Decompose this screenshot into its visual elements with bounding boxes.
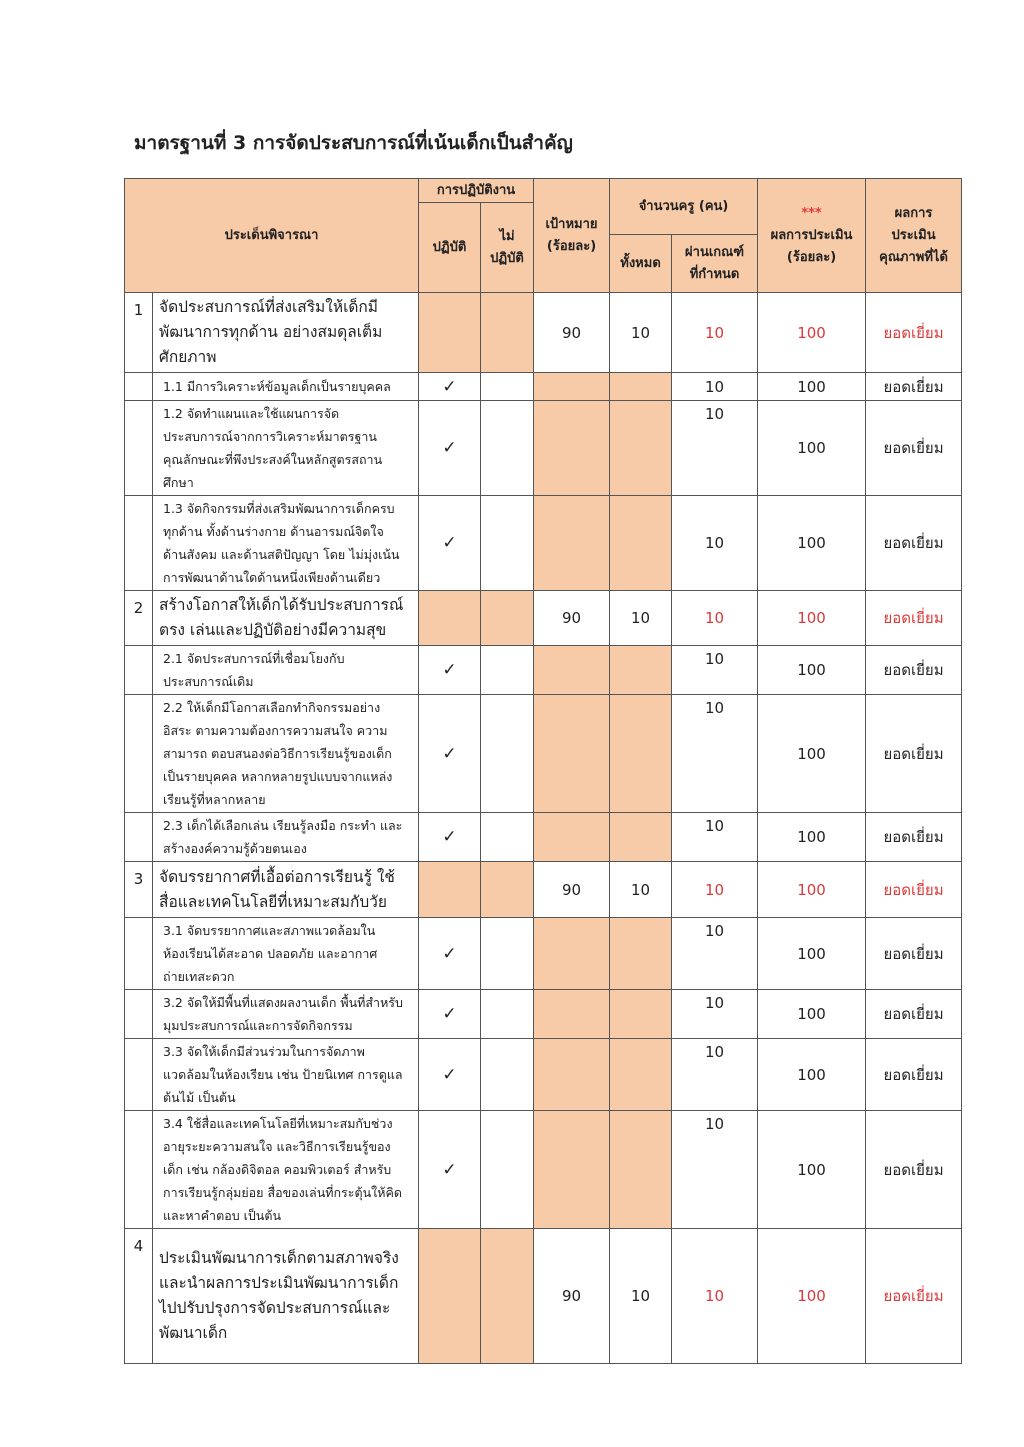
sub-item-text: 3.1 จัดบรรยากาศและสภาพแวดล้อมในห้องเรียนได้สะอาด ปลอดภัย และอากาศถ่ายเทสะดวก	[153, 918, 419, 990]
table-row	[125, 1039, 962, 1111]
result-value: 100	[758, 401, 866, 496]
passed-value: 10	[672, 695, 758, 813]
item-text: ประเมินพัฒนาการเด็กตามสภาพจริง และนำผลการประเมินพัฒนาการเด็กไปปรับปรุงการจัดประสบการณ์และพัฒนาเด็ก	[153, 1229, 419, 1364]
item-number: 2	[125, 591, 153, 646]
quality-value: ยอดเยี่ยม	[866, 1229, 962, 1364]
header-not-practiced: ไม่ ปฏิบัติ	[481, 203, 534, 293]
quality-value: ยอดเยี่ยม	[866, 1039, 962, 1111]
check-icon: ✓	[419, 918, 481, 990]
table-row	[125, 401, 962, 496]
sub-item-text: 1.3 จัดกิจกรรมที่ส่งเสริมพัฒนาการเด็กครบทุกด้าน ทั้งด้านร่างกาย ด้านอารมณ์จิตใจ ด้านสังคม และด้านสติปัญญา โดย ไม่มุ่งเน้นการพัฒนาด้านใดด้านหนึ่งเพียงด้านเดียว	[153, 496, 419, 591]
quality-value: ยอดเยี่ยม	[866, 401, 962, 496]
page-title: มาตรฐานที่ 3 การจัดประสบการณ์ที่เน้นเด็กเป็นสำคัญ	[134, 132, 573, 154]
item-number: 4	[125, 1229, 153, 1364]
table-row	[125, 591, 962, 646]
sub-item-text: 3.4 ใช้สื่อและเทคโนโลยีที่เหมาะสมกับช่วงอายุระยะความสนใจ และวิธีการเรียนรู้ของเด็ก เช่น กล้องดิจิตอล คอมพิวเตอร์ สำหรับการเรียนรู้กลุ่มย่อย สื่อของเล่นที่กระตุ้นให้คิดและหาคำตอบ เป็นต้น	[153, 1111, 419, 1229]
target-value: 90	[534, 293, 610, 373]
result-value: 100	[758, 695, 866, 813]
result-value: 100	[758, 813, 866, 862]
passed-value: 10	[672, 862, 758, 918]
item-number: 3	[125, 862, 153, 918]
check-icon: ✓	[419, 1039, 481, 1111]
table-row	[125, 646, 962, 695]
standard-assessment-table	[124, 178, 962, 1364]
result-value: 100	[758, 496, 866, 591]
item-text: จัดบรรยากาศที่เอื้อต่อการเรียนรู้ ใช้สื่อและเทคโนโลยีที่เหมาะสมกับวัย	[153, 862, 419, 918]
header-passed: ผ่านเกณฑ์ ที่กำหนด	[672, 235, 758, 293]
quality-value: ยอดเยี่ยม	[866, 862, 962, 918]
check-icon: ✓	[419, 646, 481, 695]
sub-item-text: 2.2 ให้เด็กมีโอกาสเลือกทำกิจกรรมอย่างอิสระ ตามความต้องการความสนใจ ความสามารถ ตอบสนองต่อวิธีการเรียนรู้ของเด็กเป็นรายบุคคล หลากหลายรูปแบบจากแหล่งเรียนรู้ที่หลากหลาย	[153, 695, 419, 813]
passed-value: 10	[672, 496, 758, 591]
passed-value: 10	[672, 1111, 758, 1229]
table-row	[125, 862, 962, 918]
quality-value: ยอดเยี่ยม	[866, 496, 962, 591]
table-row	[125, 695, 962, 813]
quality-value: ยอดเยี่ยม	[866, 373, 962, 401]
result-value: 100	[758, 918, 866, 990]
target-value: 90	[534, 1229, 610, 1364]
table-row	[125, 813, 962, 862]
table-row	[125, 496, 962, 591]
header-quality: ผลการ ประเมิน คุณภาพที่ได้	[866, 179, 962, 293]
passed-value: 10	[672, 1039, 758, 1111]
header-teachers-group: จำนวนครู (คน)	[610, 179, 758, 235]
quality-value: ยอดเยี่ยม	[866, 1111, 962, 1229]
passed-value: 10	[672, 591, 758, 646]
table-row	[125, 990, 962, 1039]
sub-item-text: 1.1 มีการวิเคราะห์ข้อมูลเด็กเป็นรายบุคคล	[153, 373, 419, 401]
check-icon: ✓	[419, 401, 481, 496]
sub-item-text: 1.2 จัดทำแผนและใช้แผนการจัดประสบการณ์จากการวิเคราะห์มาตรฐานคุณลักษณะที่พึงประสงค์ในหลักสูตรสถานศึกษา	[153, 401, 419, 496]
result-value: 100	[758, 293, 866, 373]
result-value: 100	[758, 1229, 866, 1364]
table-row	[125, 1111, 962, 1229]
table-row	[125, 1229, 962, 1364]
total-value: 10	[610, 862, 672, 918]
passed-value: 10	[672, 1229, 758, 1364]
header-result: *** ผลการประเมิน (ร้อยละ)	[758, 179, 866, 293]
header-target: เป้าหมาย (ร้อยละ)	[534, 179, 610, 293]
header-practice-group: การปฏิบัติงาน	[419, 179, 534, 203]
check-icon: ✓	[419, 695, 481, 813]
header-topic: ประเด็นพิจารณา	[125, 179, 419, 293]
check-icon: ✓	[419, 813, 481, 862]
item-text: จัดประสบการณ์ที่ส่งเสริมให้เด็กมีพัฒนาการทุกด้าน อย่างสมดุลเต็มศักยภาพ	[153, 293, 419, 373]
result-value: 100	[758, 990, 866, 1039]
target-value: 90	[534, 862, 610, 918]
check-icon: ✓	[419, 990, 481, 1039]
passed-value: 10	[672, 373, 758, 401]
item-text: สร้างโอกาสให้เด็กได้รับประสบการณ์ตรง เล่นและปฏิบัติอย่างมีความสุข	[153, 591, 419, 646]
quality-value: ยอดเยี่ยม	[866, 918, 962, 990]
result-value: 100	[758, 373, 866, 401]
check-icon: ✓	[419, 496, 481, 591]
result-value: 100	[758, 862, 866, 918]
total-value: 10	[610, 591, 672, 646]
target-value: 90	[534, 591, 610, 646]
passed-value: 10	[672, 646, 758, 695]
table-row	[125, 918, 962, 990]
passed-value: 10	[672, 293, 758, 373]
quality-value: ยอดเยี่ยม	[866, 695, 962, 813]
table-row	[125, 293, 962, 373]
header-total: ทั้งหมด	[610, 235, 672, 293]
item-number: 1	[125, 293, 153, 373]
sub-item-text: 2.1 จัดประสบการณ์ที่เชื่อมโยงกับประสบการณ์เดิม	[153, 646, 419, 695]
result-value: 100	[758, 646, 866, 695]
passed-value: 10	[672, 918, 758, 990]
sub-item-text: 2.3 เด็กได้เลือกเล่น เรียนรู้ลงมือ กระทำ และสร้างองค์ความรู้ด้วยตนเอง	[153, 813, 419, 862]
quality-value: ยอดเยี่ยม	[866, 293, 962, 373]
total-value: 10	[610, 293, 672, 373]
quality-value: ยอดเยี่ยม	[866, 646, 962, 695]
result-value: 100	[758, 1111, 866, 1229]
sub-item-text: 3.2 จัดให้มีพื้นที่แสดงผลงานเด็ก พื้นที่สำหรับมุมประสบการณ์และการจัดกิจกรรม	[153, 990, 419, 1039]
result-value: 100	[758, 591, 866, 646]
sub-item-text: 3.3 จัดให้เด็กมีส่วนร่วมในการจัดภาพแวดล้อมในห้องเรียน เช่น ป้ายนิเทศ การดูแลต้นไม้ เป็นต้น	[153, 1039, 419, 1111]
passed-value: 10	[672, 401, 758, 496]
quality-value: ยอดเยี่ยม	[866, 591, 962, 646]
total-value: 10	[610, 1229, 672, 1364]
check-icon: ✓	[419, 373, 481, 401]
check-icon: ✓	[419, 1111, 481, 1229]
passed-value: 10	[672, 813, 758, 862]
table-row	[125, 373, 962, 401]
result-value: 100	[758, 1039, 866, 1111]
header-practiced: ปฏิบัติ	[419, 203, 481, 293]
passed-value: 10	[672, 990, 758, 1039]
quality-value: ยอดเยี่ยม	[866, 990, 962, 1039]
quality-value: ยอดเยี่ยม	[866, 813, 962, 862]
